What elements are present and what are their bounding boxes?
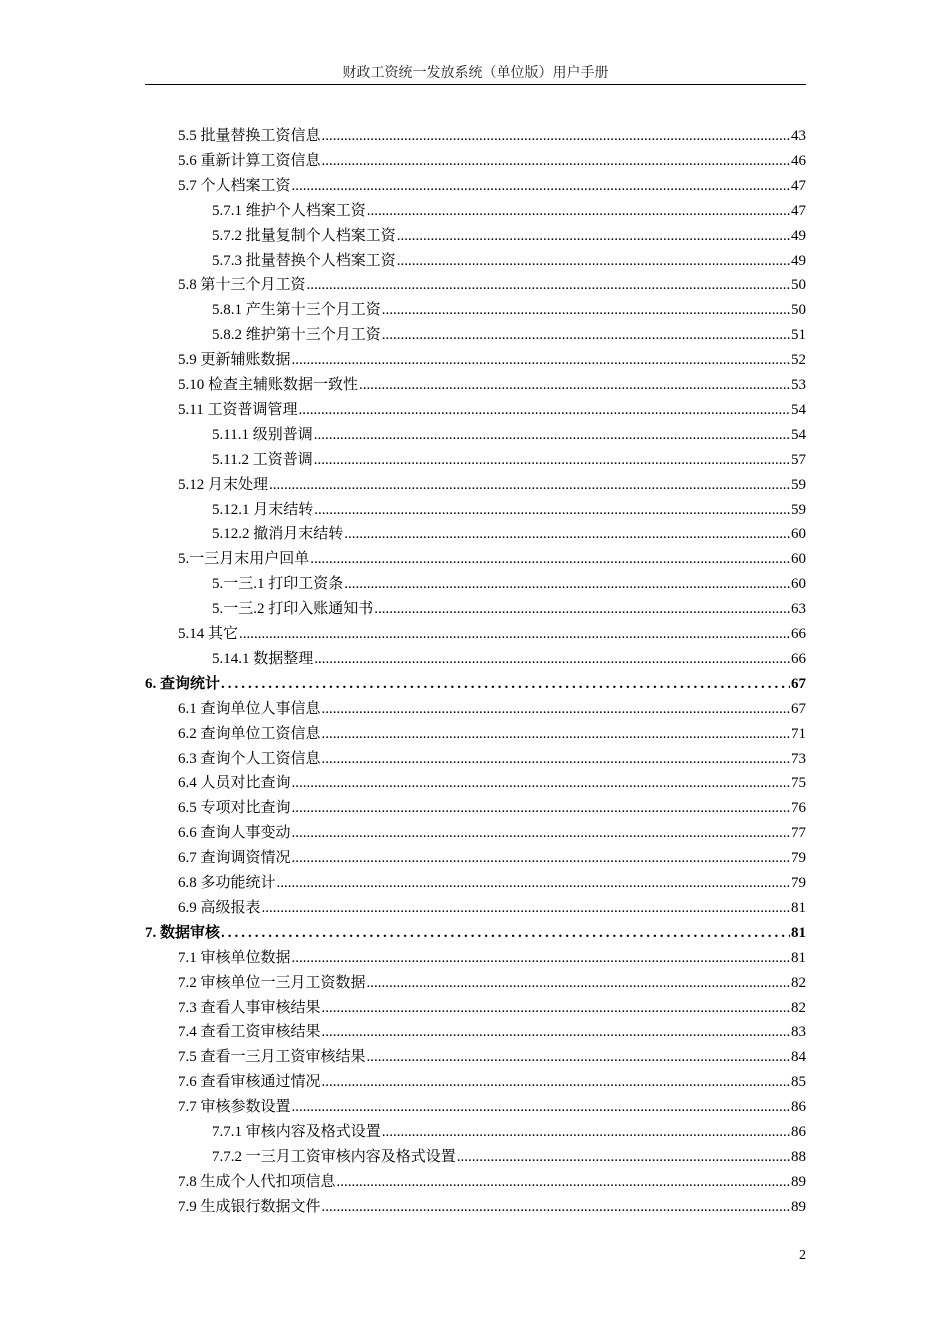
toc-entry-page-number: 63 [791, 601, 806, 617]
toc-entry-title: 5.7.2 批量复制个人档案工资 [212, 228, 396, 244]
toc-entry-level-3[interactable] [212, 572, 806, 597]
toc-dot-leader [292, 1095, 790, 1120]
toc-dot-leader [314, 498, 790, 523]
toc-entry-title: 7.7.1 审核内容及格式设置 [212, 1124, 381, 1140]
toc-entry-level-2[interactable] [178, 373, 806, 398]
toc-entry-title: 6.1 查询单位人事信息 [178, 701, 321, 717]
toc-dot-leader [382, 323, 790, 348]
toc-entry-title: 5.7.1 维护个人档案工资 [212, 203, 366, 219]
toc-entry-page-number: 51 [791, 327, 806, 343]
toc-entry-level-2[interactable] [178, 996, 806, 1021]
toc-dot-leader [322, 996, 790, 1021]
toc-entry-title: 5.14 其它 [178, 626, 239, 642]
toc-entry-page-number: 81 [791, 900, 806, 916]
toc-entry-level-2[interactable] [178, 273, 806, 298]
toc-entry-level-2[interactable] [178, 1020, 806, 1045]
toc-entry-title: 6.6 查询人事变动 [178, 825, 291, 841]
toc-dot-leader [269, 473, 790, 498]
toc-entry-page-number: 60 [791, 576, 806, 592]
toc-entry-title: 6.7 查询调资情况 [178, 850, 291, 866]
toc-entry-page-number: 86 [791, 1099, 806, 1115]
toc-entry-page-number: 54 [791, 402, 806, 418]
toc-entry-page-number: 49 [791, 228, 806, 244]
toc-entry-level-2[interactable] [178, 946, 806, 971]
toc-entry-level-2[interactable] [178, 722, 806, 747]
header-divider [145, 84, 806, 85]
toc-entry-page-number: 86 [791, 1124, 806, 1140]
toc-entry-page-number: 89 [791, 1174, 806, 1190]
toc-entry-title: 5.7 个人档案工资 [178, 178, 291, 194]
toc-dot-leader [292, 946, 790, 971]
toc-entry-level-2[interactable] [178, 747, 806, 772]
toc-entry-level-2[interactable] [178, 1070, 806, 1095]
toc-entry-title: 7.9 生成银行数据文件 [178, 1199, 321, 1215]
toc-entry-title: 5.12 月末处理 [178, 477, 269, 493]
toc-entry-page-number: 73 [791, 751, 806, 767]
toc-dot-leader [367, 971, 790, 996]
toc-dot-leader [307, 273, 790, 298]
toc-entry-level-2[interactable] [178, 149, 806, 174]
toc-entry-page-number: 43 [791, 128, 806, 144]
toc-entry-page-number: 50 [791, 302, 806, 318]
toc-entry-page-number: 79 [791, 850, 806, 866]
toc-dot-leader [310, 547, 790, 572]
toc-entry-title: 6.2 查询单位工资信息 [178, 726, 321, 742]
toc-dot-leader [359, 373, 790, 398]
toc-entry-page-number: 84 [791, 1049, 806, 1065]
toc-entry-page-number: 81 [791, 925, 806, 941]
toc-entry-page-number: 57 [791, 452, 806, 468]
toc-entry-title: 5.14.1 数据整理 [212, 651, 314, 667]
page-number: 2 [799, 1248, 806, 1263]
toc-dot-leader [292, 348, 790, 373]
toc-dot-leader [292, 821, 790, 846]
toc-entry-title: 7.1 审核单位数据 [178, 950, 291, 966]
toc-dot-leader [221, 921, 790, 946]
toc-entry-title: 5.一三.1 打印工资条 [212, 576, 344, 592]
toc-entry-level-2[interactable] [178, 1170, 806, 1195]
toc-entry-page-number: 54 [791, 427, 806, 443]
toc-dot-leader [457, 1145, 790, 1170]
toc-entry-page-number: 47 [791, 203, 806, 219]
toc-entry-level-2[interactable] [178, 846, 806, 871]
toc-dot-leader [314, 423, 790, 448]
toc-dot-leader [322, 124, 790, 149]
toc-entry-level-3[interactable] [212, 323, 806, 348]
toc-entry-title: 5.11.2 工资普调 [212, 452, 313, 468]
toc-dot-leader [397, 224, 790, 249]
toc-entry-title: 5.9 更新辅账数据 [178, 352, 291, 368]
toc-entry-page-number: 52 [791, 352, 806, 368]
toc-entry-page-number: 47 [791, 178, 806, 194]
toc-entry-title: 7.2 审核单位一三月工资数据 [178, 975, 366, 991]
toc-entry-page-number: 60 [791, 551, 806, 567]
toc-entry-level-1[interactable] [145, 921, 806, 946]
toc-entry-title: 5.一三.2 打印入账通知书 [212, 601, 374, 617]
toc-dot-leader [298, 398, 790, 423]
toc-entry-level-3[interactable] [212, 1145, 806, 1170]
toc-dot-leader [382, 1120, 790, 1145]
toc-entry-page-number: 79 [791, 875, 806, 891]
toc-entry-level-2[interactable] [178, 547, 806, 572]
toc-entry-page-number: 82 [791, 975, 806, 991]
toc-entry-title: 5.8.2 维护第十三个月工资 [212, 327, 381, 343]
toc-entry-level-2[interactable] [178, 1095, 806, 1120]
toc-entry-level-2[interactable] [178, 896, 806, 921]
toc-dot-leader [397, 249, 790, 274]
toc-entry-title: 5.12.1 月末结转 [212, 502, 314, 518]
toc-entry-title: 5.7.3 批量替换个人档案工资 [212, 253, 396, 269]
toc-entry-level-2[interactable] [178, 871, 806, 896]
toc-dot-leader [322, 747, 790, 772]
toc-entry-level-3[interactable] [212, 423, 806, 448]
toc-dot-leader [367, 199, 790, 224]
toc-entry-level-3[interactable] [212, 199, 806, 224]
toc-entry-title: 7.4 查看工资审核结果 [178, 1024, 321, 1040]
toc-dot-leader [292, 846, 790, 871]
toc-dot-leader [322, 697, 790, 722]
toc-entry-level-3[interactable] [212, 448, 806, 473]
toc-entry-title: 6.3 查询个人工资信息 [178, 751, 321, 767]
toc-entry-title: 7.8 生成个人代扣项信息 [178, 1174, 336, 1190]
toc-dot-leader [239, 622, 790, 647]
toc-entry-level-2[interactable] [178, 473, 806, 498]
toc-entry-page-number: 75 [791, 775, 806, 791]
toc-dot-leader [337, 1170, 790, 1195]
toc-entry-page-number: 66 [791, 626, 806, 642]
toc-entry-title: 7.6 查看审核通过情况 [178, 1074, 321, 1090]
toc-entry-level-2[interactable] [178, 697, 806, 722]
toc-dot-leader [322, 149, 790, 174]
toc-entry-level-2[interactable] [178, 971, 806, 996]
toc-dot-leader [374, 597, 790, 622]
toc-dot-leader [382, 298, 790, 323]
toc-entry-title: 6. 查询统计 [145, 676, 221, 692]
toc-entry-page-number: 77 [791, 825, 806, 841]
toc-entry-level-2[interactable] [178, 796, 806, 821]
toc-dot-leader [314, 448, 790, 473]
toc-entry-title: 5.一三月末用户回单 [178, 551, 310, 567]
toc-dot-leader [367, 1045, 790, 1070]
toc-dot-leader [292, 796, 790, 821]
toc-entry-title: 6.5 专项对比查询 [178, 800, 291, 816]
toc-entry-title: 5.11.1 级别普调 [212, 427, 313, 443]
toc-entry-level-2[interactable] [178, 1045, 806, 1070]
toc-entry-title: 5.11 工资普调管理 [178, 402, 298, 418]
toc-entry-title: 7.5 查看一三月工资审核结果 [178, 1049, 366, 1065]
toc-entry-level-2[interactable] [178, 348, 806, 373]
toc-entry-level-3[interactable] [212, 597, 806, 622]
page-header-title: 财政工资统一发放系统（单位版）用户手册 [342, 66, 609, 81]
toc-dot-leader [344, 522, 790, 547]
toc-dot-leader [322, 1195, 790, 1220]
toc-entry-page-number: 66 [791, 651, 806, 667]
toc-dot-leader [292, 771, 790, 796]
toc-dot-leader [262, 896, 790, 921]
toc-entry-level-1[interactable] [145, 672, 806, 697]
toc-entry-title: 7. 数据审核 [145, 925, 221, 941]
toc-entry-page-number: 59 [791, 502, 806, 518]
toc-dot-leader [314, 647, 790, 672]
toc-entry-page-number: 59 [791, 477, 806, 493]
toc-entry-page-number: 88 [791, 1149, 806, 1165]
toc-entry-title: 7.3 查看人事审核结果 [178, 1000, 321, 1016]
toc-dot-leader [322, 722, 790, 747]
toc-entry-level-2[interactable] [178, 1195, 806, 1220]
toc-entry-page-number: 76 [791, 800, 806, 816]
toc-dot-leader [277, 871, 790, 896]
toc-entry-title: 5.8 第十三个月工资 [178, 277, 306, 293]
toc-entry-level-2[interactable] [178, 771, 806, 796]
toc-entry-title: 6.4 人员对比查询 [178, 775, 291, 791]
toc-entry-title: 7.7.2 一三月工资审核内容及格式设置 [212, 1149, 456, 1165]
toc-entry-level-3[interactable] [212, 1120, 806, 1145]
toc-entry-page-number: 71 [791, 726, 806, 742]
toc-entry-page-number: 49 [791, 253, 806, 269]
toc-entry-title: 7.7 审核参数设置 [178, 1099, 291, 1115]
toc-dot-leader [344, 572, 790, 597]
toc-entry-level-3[interactable] [212, 647, 806, 672]
toc-entry-level-2[interactable] [178, 398, 806, 423]
toc-entry-level-2[interactable] [178, 622, 806, 647]
toc-entry-level-2[interactable] [178, 124, 806, 149]
toc-entry-title: 6.9 高级报表 [178, 900, 261, 916]
toc-entry-page-number: 67 [791, 676, 806, 692]
toc-entry-level-3[interactable] [212, 498, 806, 523]
toc-entry-page-number: 81 [791, 950, 806, 966]
toc-entry-title: 5.5 批量替换工资信息 [178, 128, 321, 144]
toc-entry-title: 5.10 检查主辅账数据一致性 [178, 377, 359, 393]
toc-entry-title: 5.8.1 产生第十三个月工资 [212, 302, 381, 318]
toc-entry-page-number: 89 [791, 1199, 806, 1215]
toc-entry-page-number: 53 [791, 377, 806, 393]
toc-entry-page-number: 46 [791, 153, 806, 169]
toc-entry-level-3[interactable] [212, 298, 806, 323]
toc-dot-leader [322, 1070, 790, 1095]
toc-entry-title: 5.12.2 撤消月末结转 [212, 526, 344, 542]
toc-entry-page-number: 85 [791, 1074, 806, 1090]
toc-entry-level-2[interactable] [178, 821, 806, 846]
toc-entry-title: 5.6 重新计算工资信息 [178, 153, 321, 169]
toc-entry-title: 6.8 多功能统计 [178, 875, 276, 891]
toc-entry-level-3[interactable] [212, 224, 806, 249]
toc-dot-leader [292, 174, 790, 199]
toc-entry-page-number: 82 [791, 1000, 806, 1016]
toc-entry-level-2[interactable] [178, 174, 806, 199]
toc-entry-page-number: 50 [791, 277, 806, 293]
toc-entry-level-3[interactable] [212, 249, 806, 274]
toc-dot-leader [221, 672, 790, 697]
toc-entry-level-3[interactable] [212, 522, 806, 547]
toc-entry-page-number: 83 [791, 1024, 806, 1040]
toc-dot-leader [322, 1020, 790, 1045]
toc-entry-page-number: 60 [791, 526, 806, 542]
toc-entry-page-number: 67 [791, 701, 806, 717]
